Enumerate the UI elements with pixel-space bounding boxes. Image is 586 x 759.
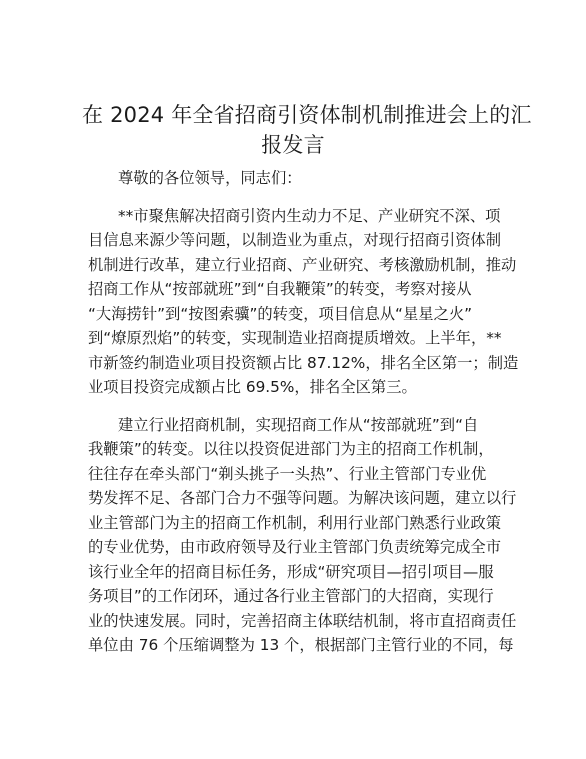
paragraph-line: **市聚焦解决招商引资内生动力不足、产业研究不深、项 <box>118 206 501 225</box>
paragraph-line: 招商工作从“按部就班”到“自我鞭策”的转变，考察对接从 <box>88 280 472 298</box>
title-line-2: 报发言 <box>261 133 325 157</box>
paragraph-line: 势发挥不足、各部门合力不强等问题。为解决该问题，建立以行 <box>88 489 517 507</box>
paragraph-line: 的专业优势，由市政府领导及行业主管部门负责统筹完成全市 <box>88 538 502 556</box>
paragraph-line: 往往存在牵头部门“剃头挑子一头热”、行业主管部门专业优 <box>88 464 487 483</box>
paragraph-line: 到“燎原烈焰”的转变，实现制造业招商提质增效。上半年，** <box>88 329 502 347</box>
document-body <box>88 166 519 658</box>
paragraph-line: 业项目投资完成额占比 69.5%，排名全区第三。 <box>88 378 417 396</box>
paragraph-2 <box>88 413 517 658</box>
paragraph-line: 建立行业招商机制，实现招商工作从“按部就班”到“自 <box>118 415 479 434</box>
paragraph-line: 单位由 76 个压缩调整为 13 个，根据部门主管行业的不同，每 <box>88 636 514 654</box>
salutation <box>88 166 508 191</box>
paragraph-line: “大海捞针”到“按图索骥”的转变，项目信息从“星星之火” <box>88 304 473 323</box>
paragraph-line: 该行业全年的招商目标任务，形成“研究项目—招引项目—服 <box>88 562 494 581</box>
salutation-text: 尊敬的各位领导，同志们： <box>118 169 302 187</box>
paragraph-line: 业主管部门为主的招商工作机制，利用行业部门熟悉行业政策 <box>88 513 502 532</box>
paragraph-1 <box>88 204 519 400</box>
title-line-1: 在 2024 年全省招商引资体制机制推进会上的汇 <box>82 103 532 127</box>
paragraph-line: 务项目”的工作闭环，通过各行业主管部门的大招商，实现行 <box>88 587 494 605</box>
paragraph-line: 业的快速发展。同时，完善招商主体联结机制，将市直招商责任 <box>88 611 517 630</box>
paragraph-line: 我鞭策”的转变。以往以投资促进部门为主的招商工作机制， <box>88 440 494 458</box>
paragraph-line: 目信息来源少等问题，以制造业为重点，对现行招商引资体制 <box>88 231 502 249</box>
document-title <box>82 100 532 160</box>
paragraph-line: 市新签约制造业项目投资额占比 87.12%，排名全区第一；制造 <box>88 353 519 372</box>
paragraph-line: 机制进行改革，建立行业招商、产业研究、考核激励机制，推动 <box>88 255 517 274</box>
